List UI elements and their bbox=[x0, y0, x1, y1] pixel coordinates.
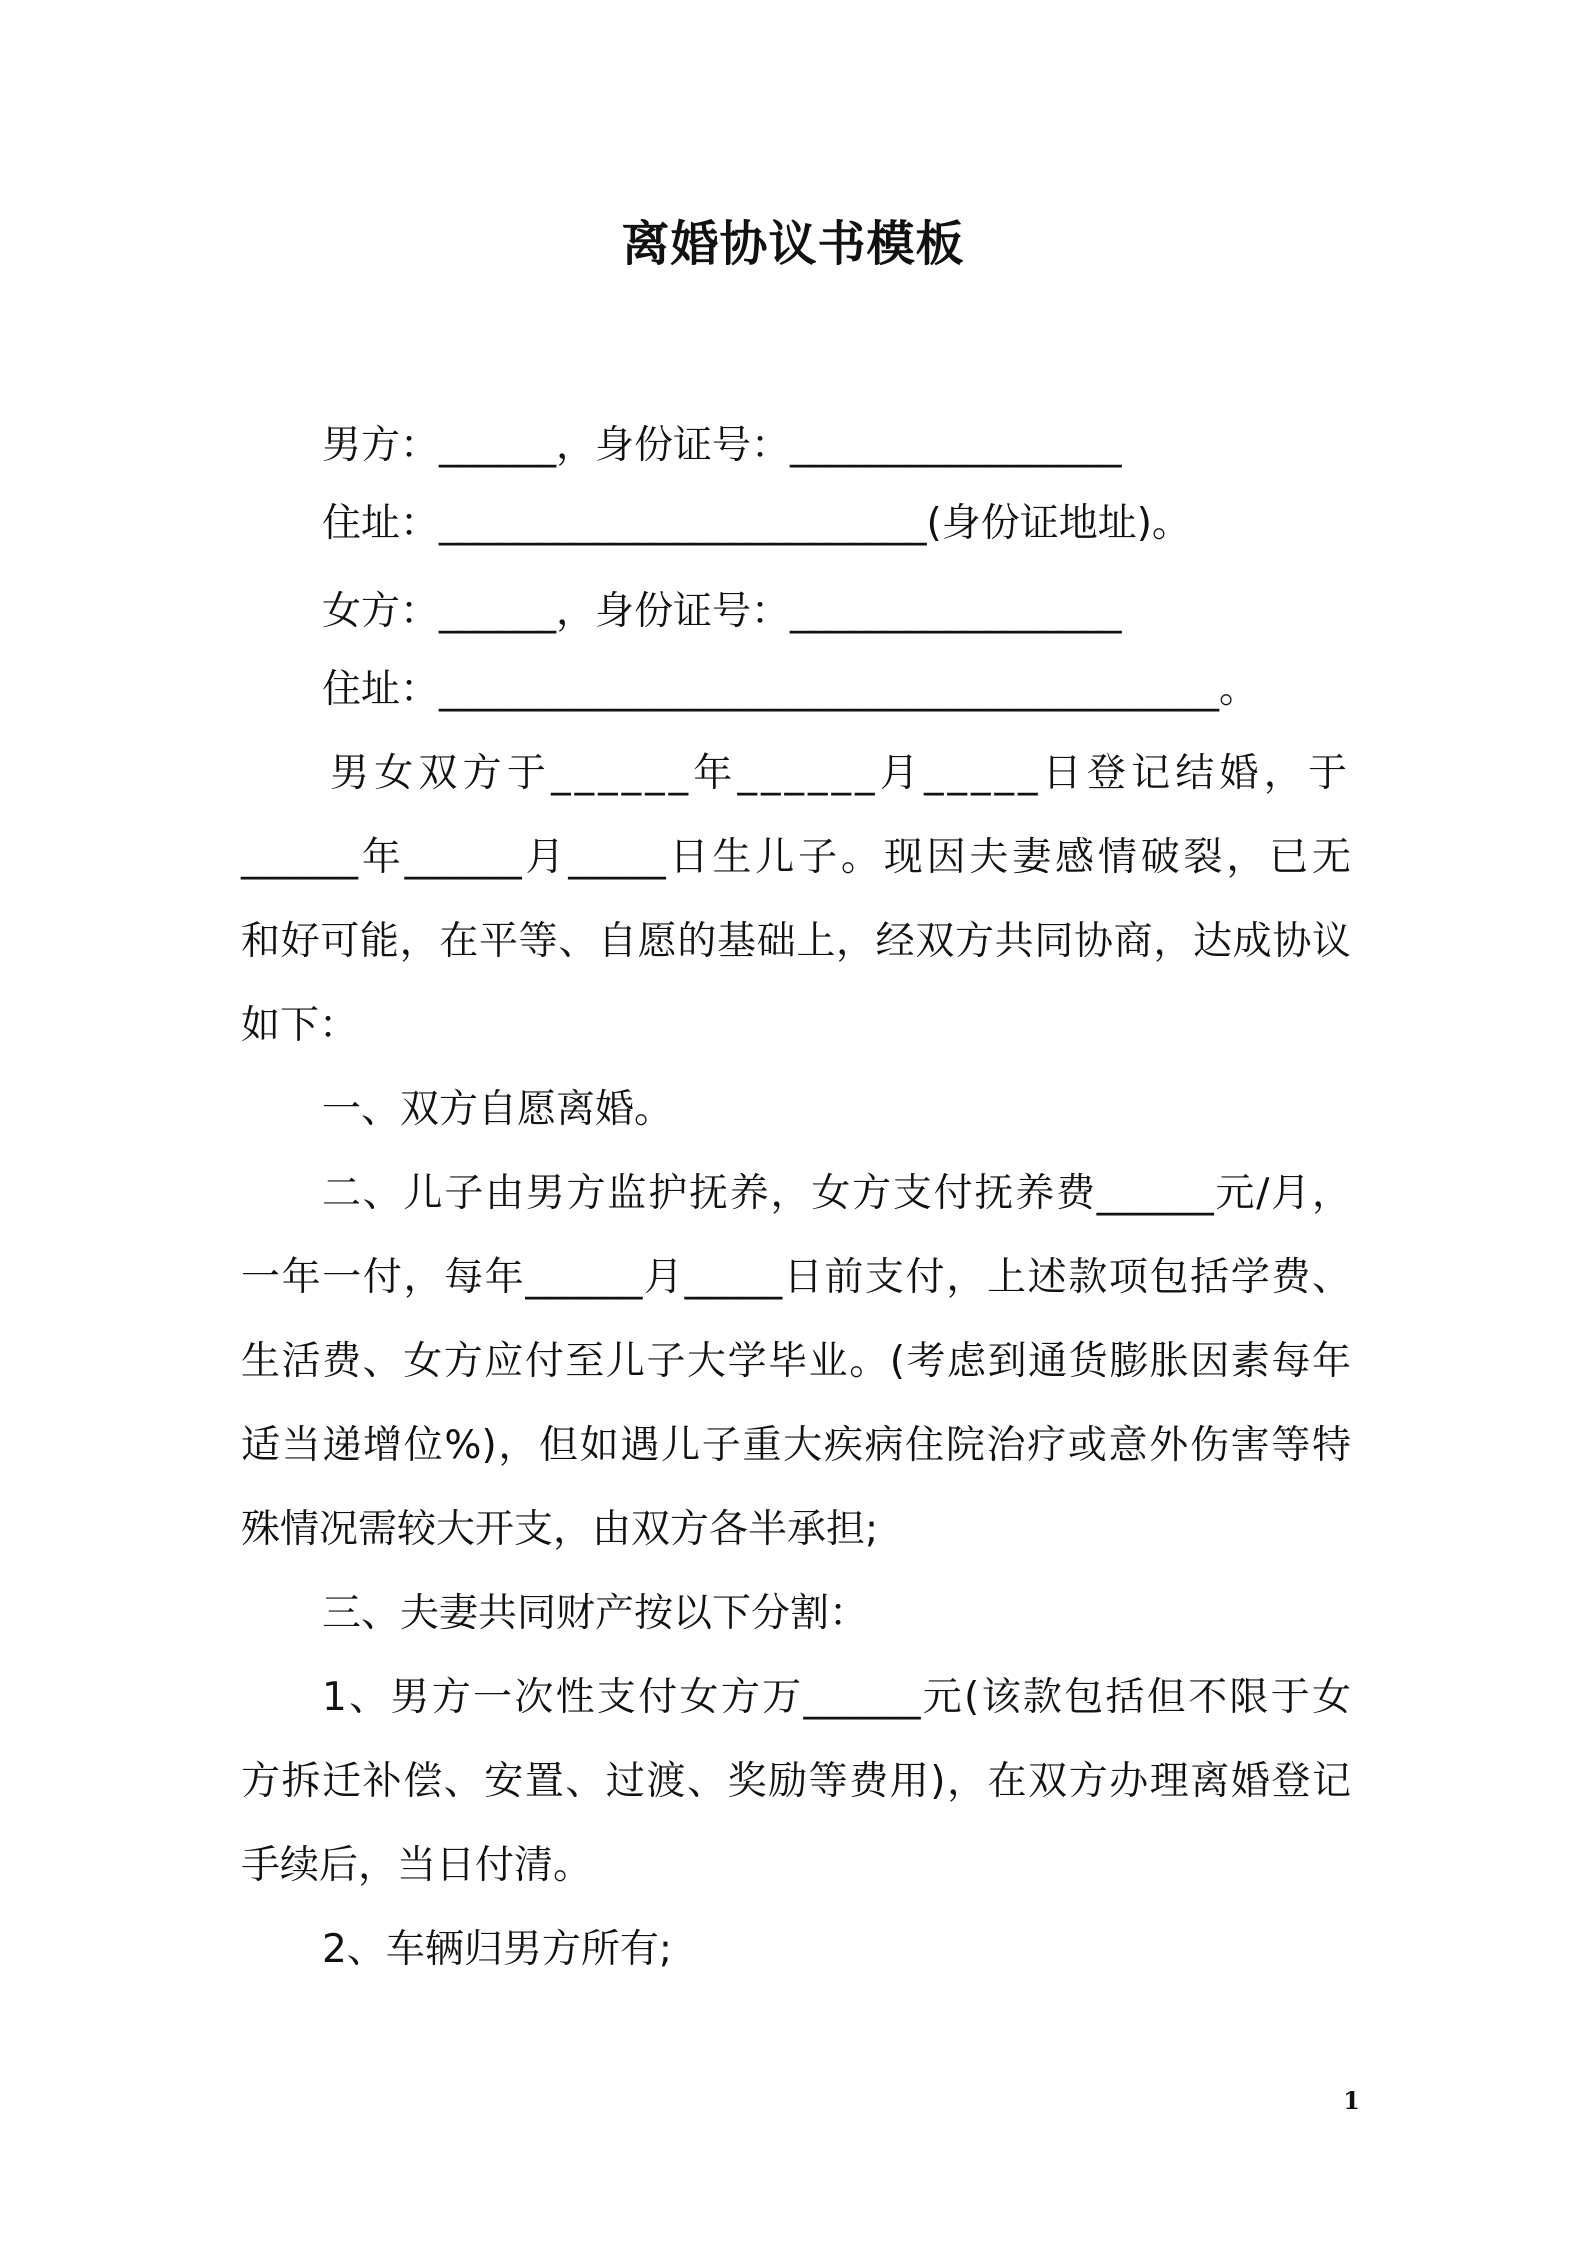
preamble-line-2: ______年______月_____日生儿子。现因夫妻感情破裂，已无 bbox=[241, 835, 1351, 880]
property-item-2: 2、车辆归男方所有; bbox=[322, 1927, 672, 1972]
preamble-line-3: 和好可能，在平等、自愿的基础上，经双方共同协商，达成协议 bbox=[241, 919, 1351, 964]
document-title: 离婚协议书模板 bbox=[621, 216, 965, 272]
article-1: 一、双方自愿离婚。 bbox=[322, 1087, 674, 1132]
article-2-line-4: 适当递增位%)，但如遇儿子重大疾病住院治疗或意外伤害等特 bbox=[241, 1423, 1351, 1468]
property-item-1-line-1: 1、男方一次性支付女方万______元(该款包括但不限于女 bbox=[322, 1675, 1351, 1720]
article-2-line-5: 殊情况需较大开支，由双方各半承担; bbox=[241, 1507, 879, 1552]
article-2-line-3: 生活费、女方应付至儿子大学毕业。(考虑到通货膨胀因素每年 bbox=[241, 1339, 1351, 1384]
male-party-line: 男方：______，身份证号：_________________ bbox=[322, 423, 1122, 468]
article-2-line-2: 一年一付，每年______月_____日前支付，上述款项包括学费、 bbox=[241, 1255, 1351, 1300]
property-item-1-line-3: 手续后，当日付清。 bbox=[241, 1843, 593, 1888]
male-address-line: 住址：_________________________(身份证地址)。 bbox=[322, 501, 1191, 546]
preamble-line-4: 如下： bbox=[241, 1003, 359, 1048]
property-item-1-line-2: 方拆迁补偿、安置、过渡、奖励等费用)，在双方办理离婚登记 bbox=[241, 1759, 1351, 1804]
article-3: 三、夫妻共同财产按以下分割： bbox=[322, 1591, 869, 1636]
article-2-line-1: 二、儿子由男方监护抚养，女方支付抚养费______元/月， bbox=[322, 1171, 1351, 1216]
female-party-line: 女方：______，身份证号：_________________ bbox=[322, 589, 1122, 634]
preamble-line-1: 男女双方于______年______月_____日登记结婚，于 bbox=[330, 751, 1351, 796]
female-address-line: 住址：________________________________________。 bbox=[322, 667, 1259, 712]
page-number: 1 bbox=[1343, 2086, 1360, 2115]
